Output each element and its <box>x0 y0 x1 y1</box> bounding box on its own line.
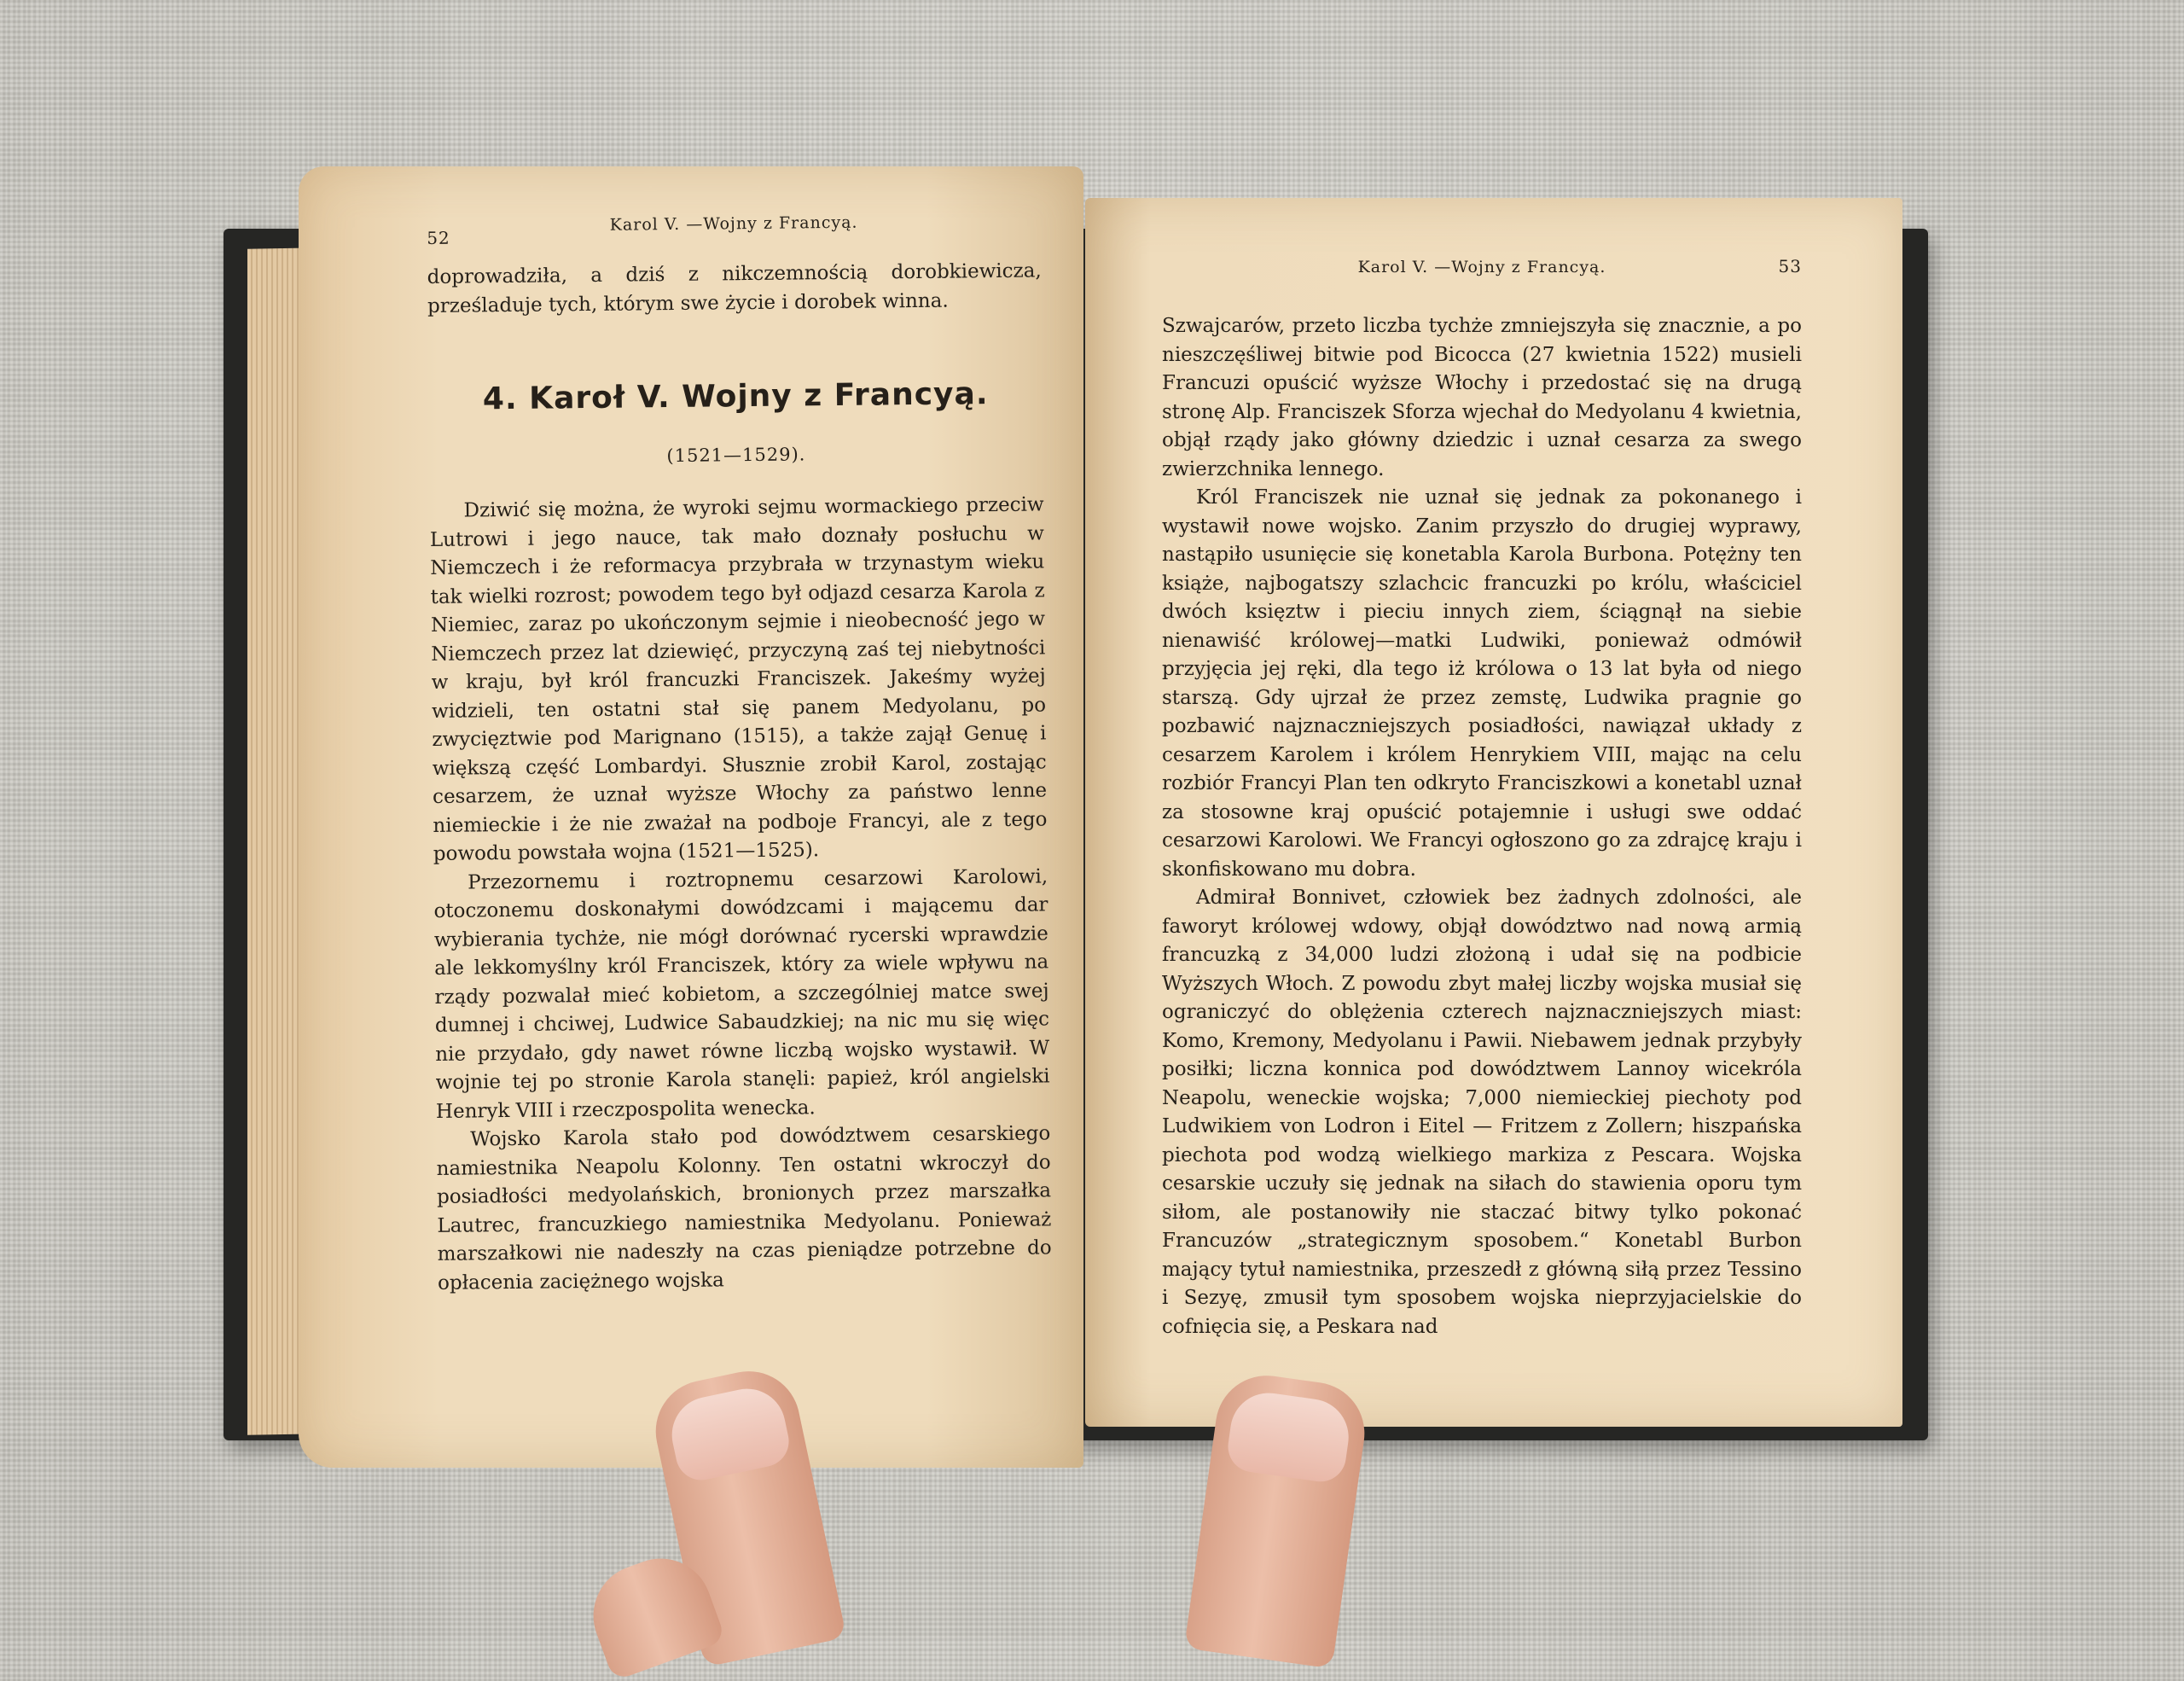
right-paragraph: Szwajcarów, przeto liczba tychże zmniejszyła się znacznie, a po nieszczęśliwej bitwie pod Bicocca (27 kwietnia 1522) musieli Francuzi opuścić wyższe Włochy i przedostać się na drugą stronę Alp. Franciszek Sforza wjechał do Medyolanu 4 kwietnia, objął rządy jako główny dziedzic i uznał cesarza za swego zwierzchnika lennego. <box>1162 315 1802 480</box>
left-running-title: Karol V. —Wojny z Francyą. <box>609 212 858 235</box>
right-running-head <box>1162 256 1802 290</box>
left-page-number: 52 <box>427 227 450 248</box>
right-running-title: Karol V. —Wojny z Francyą. <box>1357 258 1606 276</box>
chapter-title: 4. Karoł V. Wojny z Francyą. <box>482 376 989 417</box>
right-paragraph: Król Franciszek nie uznał się jednak za pokonanego i wystawił nowe wojsko. Zanim przyszło do drugiej wyprawy, nastąpiło usunięcie się konetabla Karola Burbona. Potężny ten książe, najbogatszy szlachcic francuzki po królu, właściciel dwóch księztw i pieciu innych ziem, ściągnął na siebie nienawiść królowej—matki Ludwiki, ponieważ odmówił przyjęcia jej ręki, dla tego iż królowa o 13 lat była od niego starszą. Gdy ujrzał że przez zemstę, Ludwika pragnie go pozbawić najznaczniejszych posiadłości, nawiązał układy z cesarzem Karolem i królem Henrykiem VIII, mając na celu rozbiór Francyi Plan ten odkryto Franciszkowi a konetabl uznał za stosowne kraj opuścić potajemnie i usługi swe oddać cesarzowi Karolowi. We Francyi ogłoszono go za zdrajcę kraju i skonfiskowano mu dobra. <box>1162 486 1802 881</box>
continuation-text: doprowadziła, a dziś z nikczemnością dorobkiewicza, prześladuje tych, którym swe życie i dorobek winna. <box>427 259 1042 317</box>
right-fingernail <box>1225 1388 1354 1485</box>
left-page <box>299 166 1083 1468</box>
left-paragraph: Przezornemu i roztropnemu cesarzowi Karolowi, otoczonemu doskonałymi dowódzcami i mającemu dar wybierania tychże, nie mógł dorównać rycerski wprawdzie ale lekkomyślny król Franciszek, który za wiele wpływu na rządy pozwalał mieć kobietom, a szczególniej matce swej dumnej i chciwej, Ludwice Sabaudzkiej; na nic mu się więc nie przydało, gdy nawet równe liczbą wojsko wystawił. W wojnie tej po stronie Karola stanęli: papież, król angielski Henryk VIII i rzeczpospolita wenecka. <box>433 864 1050 1123</box>
right-page <box>1085 198 1902 1427</box>
left-page-content <box>427 211 1052 1297</box>
right-page-number: 53 <box>1778 256 1802 276</box>
left-paragraph: Wojsko Karola stało pod dowództwem cesarskiego namiestnika Neapolu Kolonny. Ten ostatni wkroczył do posiadłości medyolańskich, bronionych przez marszałka Lautrec, francuzkiego namiestnika Medyolanu. Ponieważ marszałkowi nie nadeszły na czas pieniądze potrzebne do opłacenia zaciężnego wojska <box>436 1122 1052 1294</box>
left-fingernail <box>665 1381 793 1485</box>
right-paragraph: Admirał Bonnivet, człowiek bez żadnych zdolności, ale faworyt królowej wdowy, objął dowództwo nad nową armią francuzką z 34,000 ludzi złożoną i udał się na podbicie Wyższych Włoch. Z powodu zbyt małej liczby wojska musiał się ograniczyć do oblężenia czterech najznaczniejszych miast: Komo, Kremony, Medyolanu i Pawii. Niebawem jednak przybyły posiłki; liczna konnica pod dowództwem Lannoy wicekróla Neapolu, weneckie wojska; 7,000 niemieckiej piechoty pod Ludwikiem von Lodron i Eitel — Fritzem z Zollern; hiszpańska piechota pod wodzą wielkiego markiza z Pescara. Wojska cesarskie uczuły się jednak na siłach do stawienia oporu tym siłom, ale postanowiły nie staczać bitwy tylko pokonać Francuzów „strategicznym sposobem.“ Konetabl Burbon mający tytuł namiestnika, przeszedł z główną siłą przez Tessino i Sezyę, zmusił tym sposobem wojska nieprzyjacielskie do cofnięcia się, a Peskara nad <box>1162 887 1802 1338</box>
left-running-head <box>427 211 1041 252</box>
right-page-content <box>1162 256 1802 1341</box>
chapter-years: (1521—1529). <box>666 444 806 467</box>
left-paragraph: Dziwić się można, że wyroki sejmu wormackiego przeciw Lutrowi i jego nauce, tak mało doznały posłuchu w Niemczech i że reformacya przybrała w trzynastym wieku tak wielki rozrost; powodem tego był odjazd cesarza Karola z Niemiec, zaraz po ukończonym sejmie i nieobecność jego w Niemczech przez lat dziewięć, przyczyną zaś tej niebytności w kraju, był król francuzki Franciszek. Jakeśmy wyżej widzieli, ten ostatni stał się panem Medyolanu, po zwycięztwie pod Marignano (1515), a także zajął Genuę i większą część Lombardyi. Słusznie zrobił Karol, zostając cesarzem, że uznał wyższe Włochy za państwo lenne niemieckie i że nie zważał na podboje Francyi, ale z tego powodu powstała wojna (1521—1525). <box>429 493 1048 865</box>
